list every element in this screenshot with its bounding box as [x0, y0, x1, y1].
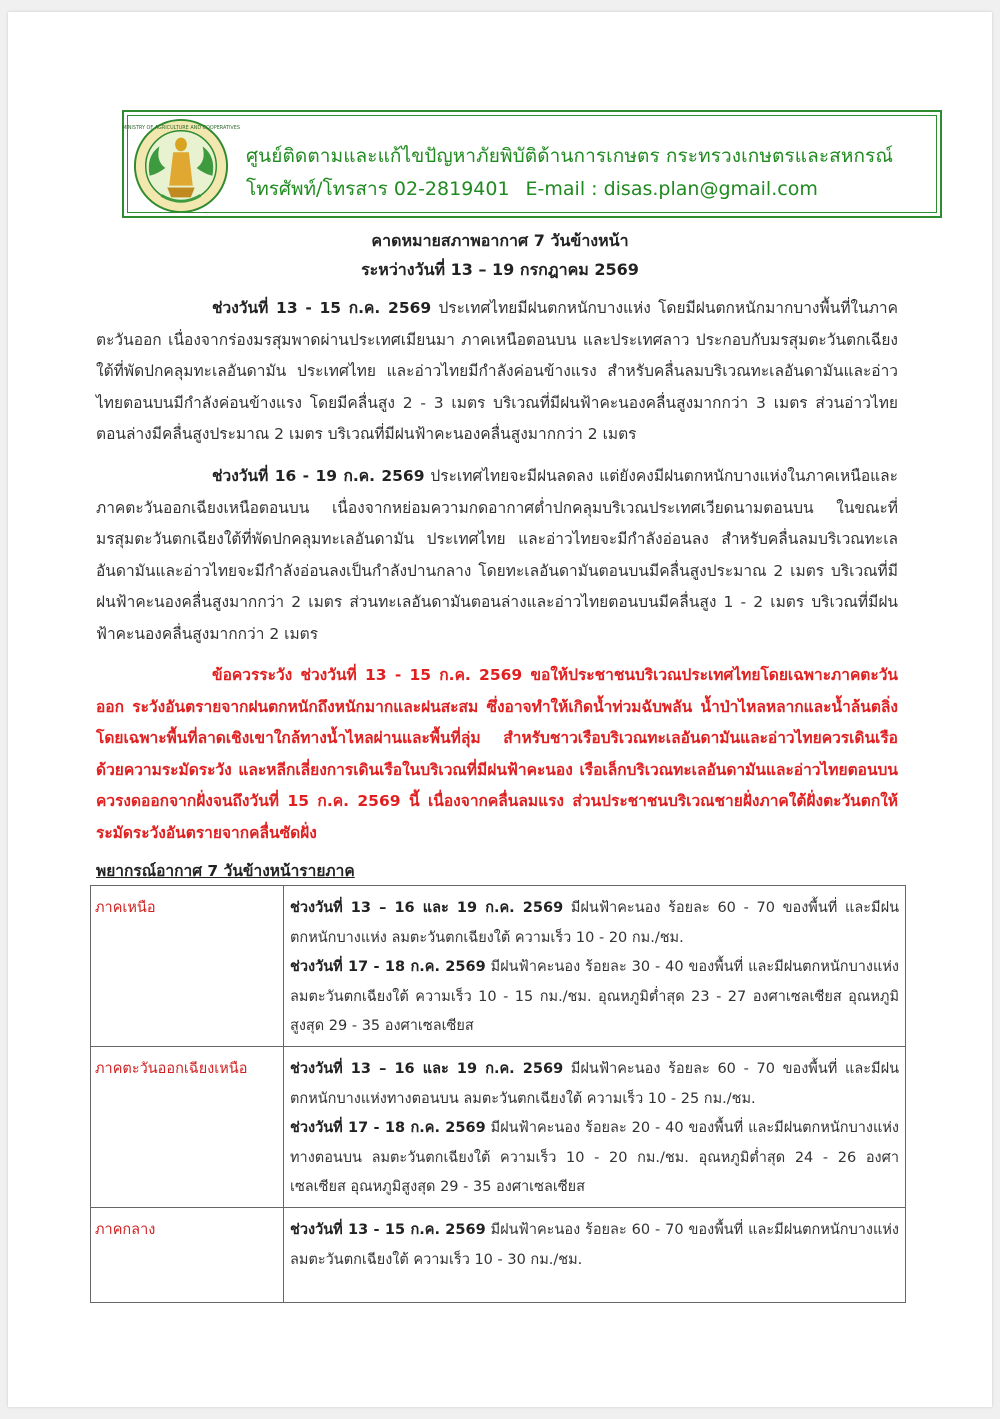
paragraph-2-lead: ช่วงวันที่ 16 - 19 ก.ค. 2569 — [212, 467, 425, 485]
organization-name: ศูนย์ติดตามและแก้ไขปัญหาภัยพิบัติด้านการเกษตร กระทรวงเกษตรและสหกรณ์ — [246, 145, 894, 167]
period-item — [290, 894, 899, 953]
period-lead: ช่วงวันที่ 13 – 16 และ 19 ก.ค. 2569 — [290, 1061, 564, 1077]
table-row — [91, 1047, 906, 1208]
region-detail-cell — [284, 1047, 906, 1208]
period-lead: ช่วงวันที่ 17 - 18 ก.ค. 2569 — [290, 959, 486, 976]
period-lead: ช่วงวันที่ 17 - 18 ก.ค. 2569 — [290, 1120, 486, 1137]
region-detail-cell — [284, 886, 906, 1047]
forecast-paragraph-1 — [96, 293, 898, 451]
period-text: มีฝนฟ้าคะนอง ร้อยละ 20 - 40 ของพื้นที่ และมีฝนตกหนักบางแห่งทางตอนบน ลมตะวันตกเฉียงใต้ ความเร็ว 10 - 20 กม./ชม. อุณหภูมิต่ำสุด 24 - 26 องศาเซลเซียส อุณหภูมิสูงสุด 29 - 35 องศาเซลเซียส — [290, 1120, 899, 1196]
forecast-paragraph-2 — [96, 461, 898, 651]
period-item — [290, 1114, 899, 1203]
contact-phone: โทรศัพท์/โทรสาร 02-2819401 — [246, 178, 510, 200]
ministry-seal-logo — [122, 117, 240, 215]
period-item — [290, 1055, 899, 1114]
region-name-cell: ภาคเหนือ — [91, 886, 284, 1047]
period-item — [290, 953, 899, 1042]
regional-forecast-title: พยากรณ์อากาศ 7 วันข้างหน้ารายภาค — [96, 862, 355, 880]
letterhead-inner-border — [122, 115, 937, 213]
period-lead: ช่วงวันที่ 13 - 15 ก.ค. 2569 — [290, 1221, 486, 1238]
region-name-cell: ภาคกลาง — [91, 1207, 284, 1302]
document-title: คาดหมายสภาพอากาศ 7 วันข้างหน้า — [371, 231, 629, 250]
period-item — [290, 1216, 899, 1275]
contact-line — [246, 174, 818, 204]
region-name-cell: ภาคตะวันออกเฉียงเหนือ — [91, 1047, 284, 1208]
table-row — [91, 1207, 906, 1302]
seal-top-text: MINISTRY OF AGRICULTURE AND COOPERATIVES — [122, 124, 240, 131]
region-detail-cell — [284, 1207, 906, 1302]
regional-forecast-table — [90, 885, 906, 1303]
paragraph-1-lead: ช่วงวันที่ 13 - 15 ก.ค. 2569 — [212, 299, 432, 317]
contact-email[interactable]: E-mail : disas.plan@gmail.com — [525, 178, 818, 200]
period-text: มีฝนฟ้าคะนอง ร้อยละ 60 - 70 ของพื้นที่ และมีฝนตกหนักบางแห่ง ลมตะวันตกเฉียงใต้ ความเร็ว 10 - 30 กม./ชม. — [290, 1221, 899, 1268]
period-text: มีฝนฟ้าคะนอง ร้อยละ 30 - 40 ของพื้นที่ และมีฝนตกหนักบางแห่ง ลมตะวันตกเฉียงใต้ ความเร็ว 10 - 15 กม./ชม. อุณหภูมิต่ำสุด 23 - 27 องศาเซลเซียส อุณหภูมิสูงสุด 29 - 35 องศาเซลเซียส — [290, 959, 899, 1035]
period-text: มีฝนฟ้าคะนอง ร้อยละ 60 - 70 ของพื้นที่ และมีฝนตกหนักบางแห่ง ลมตะวันตกเฉียงใต้ ความเร็ว 10 - 20 กม./ชม. — [290, 900, 900, 946]
period-text: มีฝนฟ้าคะนอง ร้อยละ 60 - 70 ของพื้นที่ และมีฝนตกหนักบางแห่งทางตอนบน ลมตะวันตกเฉียงใต้ ความเร็ว 10 - 25 กม./ชม. — [290, 1061, 900, 1107]
document-date-range: ระหว่างวันที่ 13 – 19 กรกฎาคม 2569 — [361, 260, 639, 279]
warning-text: ข้อควรระวัง ช่วงวันที่ 13 - 15 ก.ค. 2569 ขอให้ประชาชนบริเวณประเทศไทยโดยเฉพาะภาคตะวันออก ระวังอันตรายจากฝนตกหนักถึงหนักมากและฝนสะสม ซึ่งอาจทำให้เกิดน้ำท่วมฉับพลัน น้ำป่าไหลหลากและน้ำล้นตลิ่ง โดยเฉพาะพื้นที่ลาดเชิงเขาใกล้ทางน้ำไหลผ่านและพื้นที่ลุ่ม สำหรับชาวเรือบริเวณทะเลอันดามันและอ่าวไทยควรเดินเรือด้วยความระมัดระวัง และหลีกเลี่ยงการเดินเรือในบริเวณที่มีฝนฟ้าคะนอง เรือเล็กบริเวณทะเลอันดามันและอ่าวไทยตอนบนควรงดออกจากฝั่งจนถึงวันที่ 15 ก.ค. 2569 นี้ เนื่องจากคลื่นลมแรง ส่วนประชาชนบริเวณชายฝั่งภาคใต้ฝั่งตะวันตกให้ระมัดระวังอันตรายจากคลื่นซัดฝั่ง — [96, 666, 898, 842]
table-row — [91, 886, 906, 1047]
period-lead: ช่วงวันที่ 13 – 16 และ 19 ก.ค. 2569 — [290, 900, 564, 916]
warning-paragraph — [96, 660, 898, 850]
paragraph-1-text: ประเทศไทยมีฝนตกหนักบางแห่ง โดยมีฝนตกหนักมากบางพื้นที่ในภาคตะวันออก เนื่องจากร่องมรสุมพาดผ่านประเทศเมียนมา ภาคเหนือตอนบน และประเทศลาว ประกอบกับมรสุมตะวันตกเฉียงใต้ที่พัดปกคลุมทะเลอันดามัน ประเทศไทย และอ่าวไทยมีกำลังค่อนข้างแรง สำหรับคลื่นลมบริเวณทะเลอันดามันและอ่าวไทยตอนบนมีกำลังค่อนข้างแรง โดยมีคลื่นสูง 2 - 3 เมตร บริเวณที่มีฝนฟ้าคะนองคลื่นสูงมากกว่า 3 เมตร ส่วนอ่าวไทยตอนล่างมีคลื่นสูงประมาณ 2 เมตร บริเวณที่มีฝนฟ้าคะนองคลื่นสูงมากกว่า 2 เมตร — [96, 299, 898, 444]
paragraph-2-text: ประเทศไทยจะมีฝนลดลง แต่ยังคงมีฝนตกหนักบางแห่งในภาคเหนือและภาคตะวันออกเฉียงเหนือตอนบน เนื่องจากหย่อมความกดอากาศต่ำปกคลุมบริเวณประเทศเวียดนามตอนบน ในขณะที่มรสุมตะวันตกเฉียงใต้ที่พัดปกคลุมทะเลอันดามัน ประเทศไทย และอ่าวไทยจะมีกำลังอ่อนลง สำหรับคลื่นลมบริเวณทะเลอันดามันและอ่าวไทยจะมีกำลังอ่อนลงเป็นกำลังปานกลาง โดยทะเลอันดามันตอนบนมีคลื่นสูงประมาณ 2 เมตร บริเวณที่มีฝนฟ้าคะนองคลื่นสูงมากกว่า 2 เมตร ส่วนทะเลอันดามันตอนล่างและอ่าวไทยตอนบนมีคลื่นสูง 1 - 2 เมตร บริเวณที่มีฝนฟ้าคะนองคลื่นสูงมากกว่า 2 เมตร — [96, 467, 898, 643]
letterhead-box — [122, 110, 942, 218]
